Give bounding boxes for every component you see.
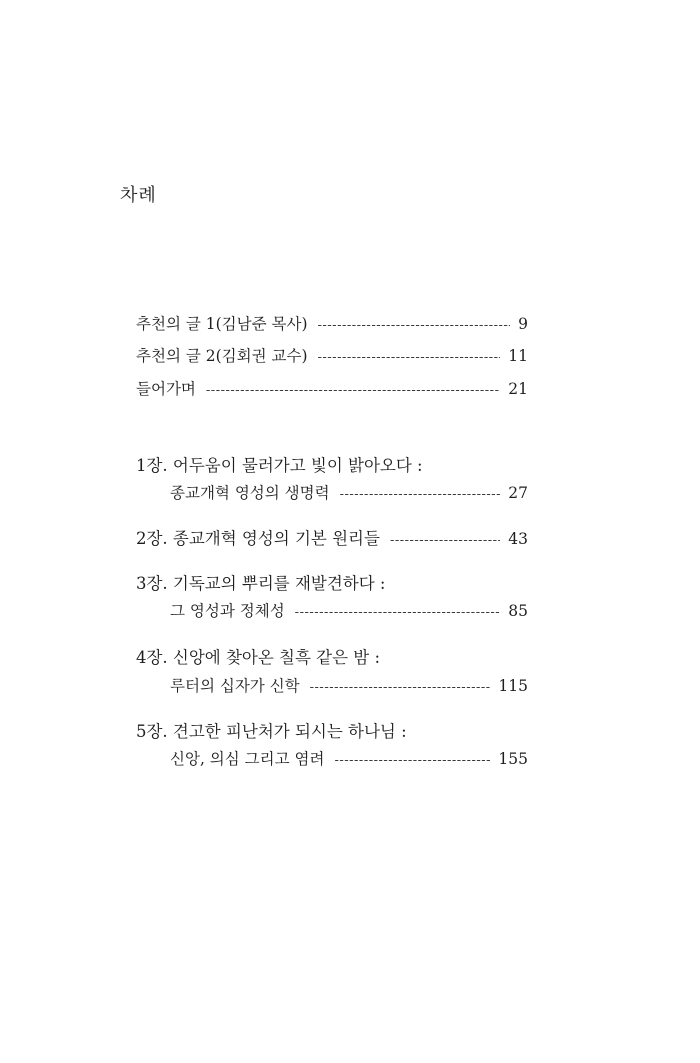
toc-entry-introduction [136,378,528,400]
chapter-subtitle: 그 영성과 정체성 [170,602,285,620]
toc-page-number: 9 [518,315,528,333]
toc-entry-chapter-3 [170,600,528,622]
dot-leader [318,347,501,369]
dot-leader [390,530,500,552]
chapter-1-title: 1장. 어두움이 물러가고 빛이 밝아오다 : [136,456,423,475]
toc-page-number: 115 [498,677,528,695]
toc-page-number: 155 [498,750,528,768]
toc-page-number: 11 [508,347,528,365]
chapter-4-title: 4장. 신앙에 찾아온 칠흑 같은 밤 : [136,648,381,667]
page-title: 차례 [120,185,157,206]
chapter-3-title: 3장. 기독교의 뿌리를 재발견하다 : [136,574,386,593]
chapter-subtitle: 루터의 십자가 신학 [170,677,300,695]
chapter-subtitle: 신앙, 의심 그리고 염려 [170,750,325,768]
toc-page-number: 43 [508,530,528,548]
toc-entry-chapter-4 [170,675,528,697]
dot-leader [310,677,491,699]
chapter-2-title: 2장. 종교개혁 영성의 기본 원리들 [136,529,380,548]
chapter-subtitle: 종교개혁 영성의 생명력 [170,484,330,502]
toc-entry-title: 들어가며 [136,380,196,398]
dot-leader [334,750,490,772]
toc-entry-foreword-2 [136,345,528,367]
toc-entry-foreword-1 [136,313,528,335]
dot-leader [318,315,511,337]
toc-entry-chapter-2 [136,528,528,550]
toc-page-number: 27 [508,484,528,502]
toc-entry-chapter-5 [170,748,528,770]
dot-leader [206,380,500,402]
toc-entry-title: 추천의 글 2(김회권 교수) [136,347,308,365]
dot-leader [295,602,501,624]
toc-entry-title: 추천의 글 1(김남준 목사) [136,315,308,333]
toc-page-number: 21 [508,380,528,398]
toc-entry-chapter-1 [170,482,528,504]
toc-page-number: 85 [508,602,528,620]
chapter-5-title: 5장. 견고한 피난처가 되시는 하나님 : [136,722,407,741]
dot-leader [340,484,501,506]
